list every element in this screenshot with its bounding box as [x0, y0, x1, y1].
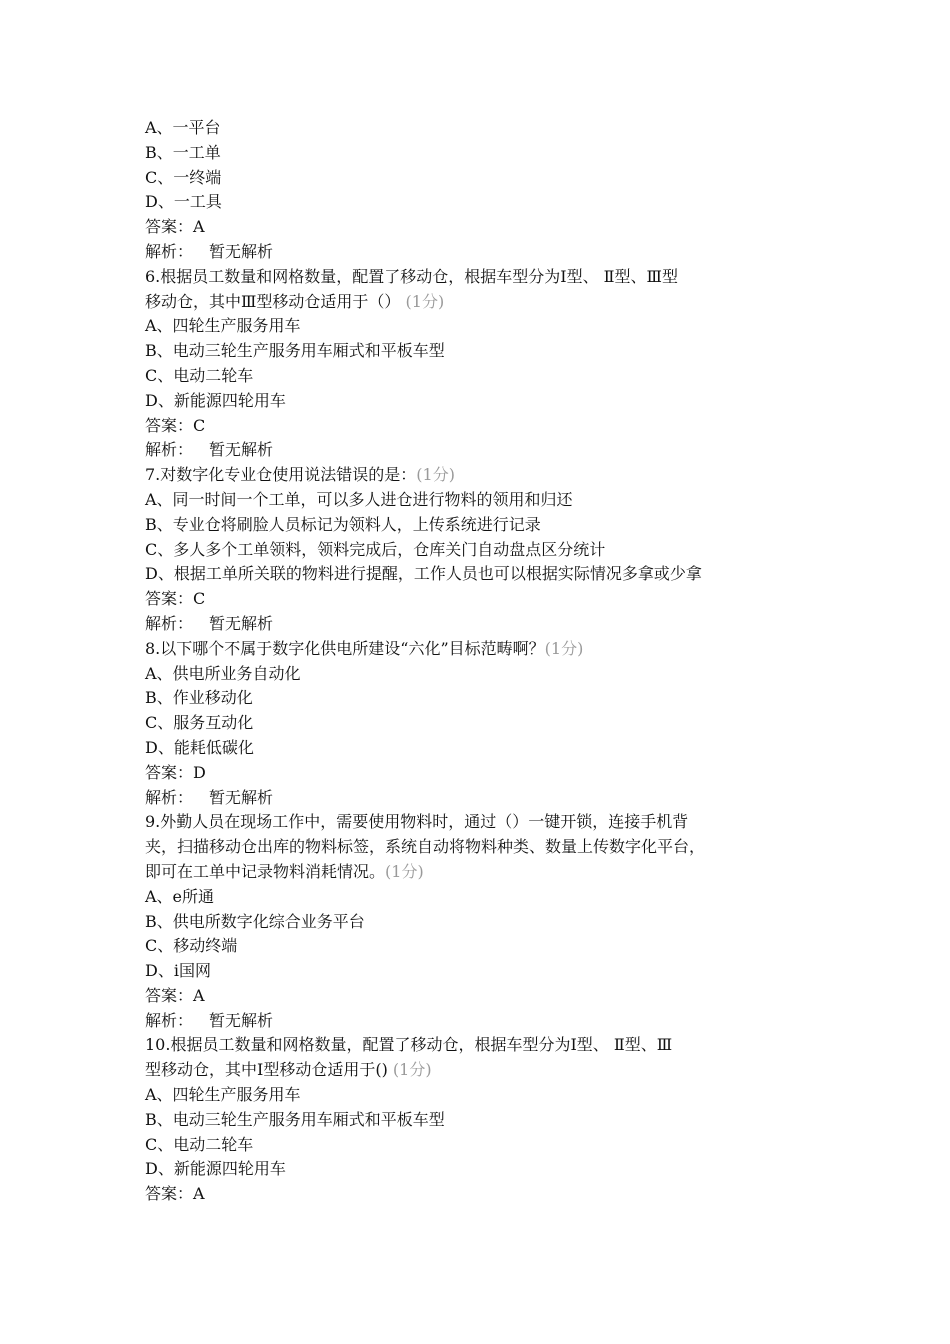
option-d: D、能耗低碳化: [145, 737, 254, 757]
question-stem-text: 即可在工单中记录物料消耗情况。: [145, 861, 386, 881]
option-b: B、作业移动化: [145, 688, 253, 708]
question-stem-line: [145, 290, 815, 315]
option-b: B、电动三轮生产服务用车厢式和平板车型: [145, 341, 445, 361]
option-b: B、供电所数字化综合业务平台: [145, 911, 365, 931]
question-score: (1分): [405, 291, 445, 311]
analysis-text: 暂无解析: [209, 613, 274, 633]
answer: 答案：C: [145, 589, 206, 609]
question-stem-line: [145, 463, 815, 488]
option-c: C、多人多个工单领料，领料完成后，仓库关门自动盘点区分统计: [145, 539, 606, 559]
answer: 答案：D: [145, 762, 206, 782]
option-a: A、四轮生产服务用车: [145, 1085, 301, 1105]
answer: 答案：A: [145, 217, 205, 237]
analysis: [145, 612, 815, 637]
option-c: C、一终端: [145, 167, 222, 187]
option-b: B、专业仓将刷脸人员标记为领料人，上传系统进行记录: [145, 514, 541, 534]
option-a: A、四轮生产服务用车: [145, 316, 301, 336]
option-c: C、电动二轮车: [145, 365, 254, 385]
question-score: (1分): [416, 465, 455, 485]
answer: 答案：A: [145, 1184, 205, 1204]
option-a: A、同一时间一个工单，可以多人进仓进行物料的领用和归还: [145, 489, 573, 509]
question-8: [145, 637, 815, 811]
question-stem-text: 型移动仓，其中Ⅰ型移动仓适用于(): [145, 1060, 388, 1080]
analysis: [145, 1009, 815, 1034]
analysis-text: 暂无解析: [209, 241, 274, 261]
analysis: [145, 786, 815, 811]
question-10: [145, 1033, 815, 1207]
option-a: A、e所通: [145, 886, 215, 906]
analysis-label: 解析：: [145, 787, 194, 807]
answer: 答案：C: [145, 415, 206, 435]
question-6: [145, 265, 815, 463]
question-stem-text: 移动仓，其中Ⅲ型移动仓适用于（）: [145, 291, 401, 311]
previous-question-block: [145, 116, 815, 265]
question-score: (1分): [392, 1060, 432, 1080]
option-d: D、新能源四轮用车: [145, 390, 286, 410]
document-page: [145, 116, 815, 1207]
question-stem-line: 夹，扫描移动仓出库的物料标签，系统自动将物料种类、数量上传数字化平台，: [145, 837, 706, 857]
question-7: [145, 463, 815, 637]
question-9: [145, 810, 815, 1033]
question-score: (1分): [385, 861, 424, 881]
question-stem-line: [145, 1058, 815, 1083]
option-b: B、电动三轮生产服务用车厢式和平板车型: [145, 1109, 445, 1129]
option-b: B、一工单: [145, 142, 221, 162]
question-stem-text: 8.以下哪个不属于数字化供电所建设“六化”目标范畴啊？: [145, 638, 545, 658]
question-stem-line: [145, 637, 815, 662]
question-stem-line: [145, 860, 815, 885]
analysis-label: 解析：: [145, 241, 194, 261]
analysis-label: 解析：: [145, 440, 194, 460]
option-a: A、一平台: [145, 118, 221, 137]
option-a: A、供电所业务自动化: [145, 663, 301, 683]
analysis-label: 解析：: [145, 613, 194, 633]
option-c: C、电动二轮车: [145, 1134, 254, 1154]
analysis: [145, 240, 815, 265]
analysis: [145, 438, 815, 463]
question-stem-line: 9.外勤人员在现场工作中，需要使用物料时，通过（）一键开锁，连接手机背: [145, 812, 689, 832]
option-c: C、移动终端: [145, 936, 238, 956]
analysis-text: 暂无解析: [209, 787, 274, 807]
option-d: D、新能源四轮用车: [145, 1159, 286, 1179]
option-d: D、根据工单所关联的物料进行提醒，工作人员也可以根据实际情况多拿或少拿: [145, 564, 702, 584]
question-score: (1分): [544, 638, 584, 658]
analysis-label: 解析：: [145, 1010, 194, 1030]
option-c: C、服务互动化: [145, 713, 254, 733]
option-d: D、一工具: [145, 192, 222, 212]
option-d: D、i国网: [145, 961, 211, 981]
analysis-text: 暂无解析: [209, 440, 274, 460]
question-stem-line: 10.根据员工数量和网格数量，配置了移动仓，根据车型分为Ⅰ型、 Ⅱ型、Ⅲ: [145, 1035, 673, 1055]
analysis-text: 暂无解析: [209, 1010, 274, 1030]
question-stem-line: 6.根据员工数量和网格数量，配置了移动仓，根据车型分为Ⅰ型、 Ⅱ型、Ⅲ型: [145, 266, 678, 286]
answer: 答案：A: [145, 985, 205, 1005]
question-stem-text: 7.对数字化专业仓使用说法错误的是：: [145, 465, 417, 485]
